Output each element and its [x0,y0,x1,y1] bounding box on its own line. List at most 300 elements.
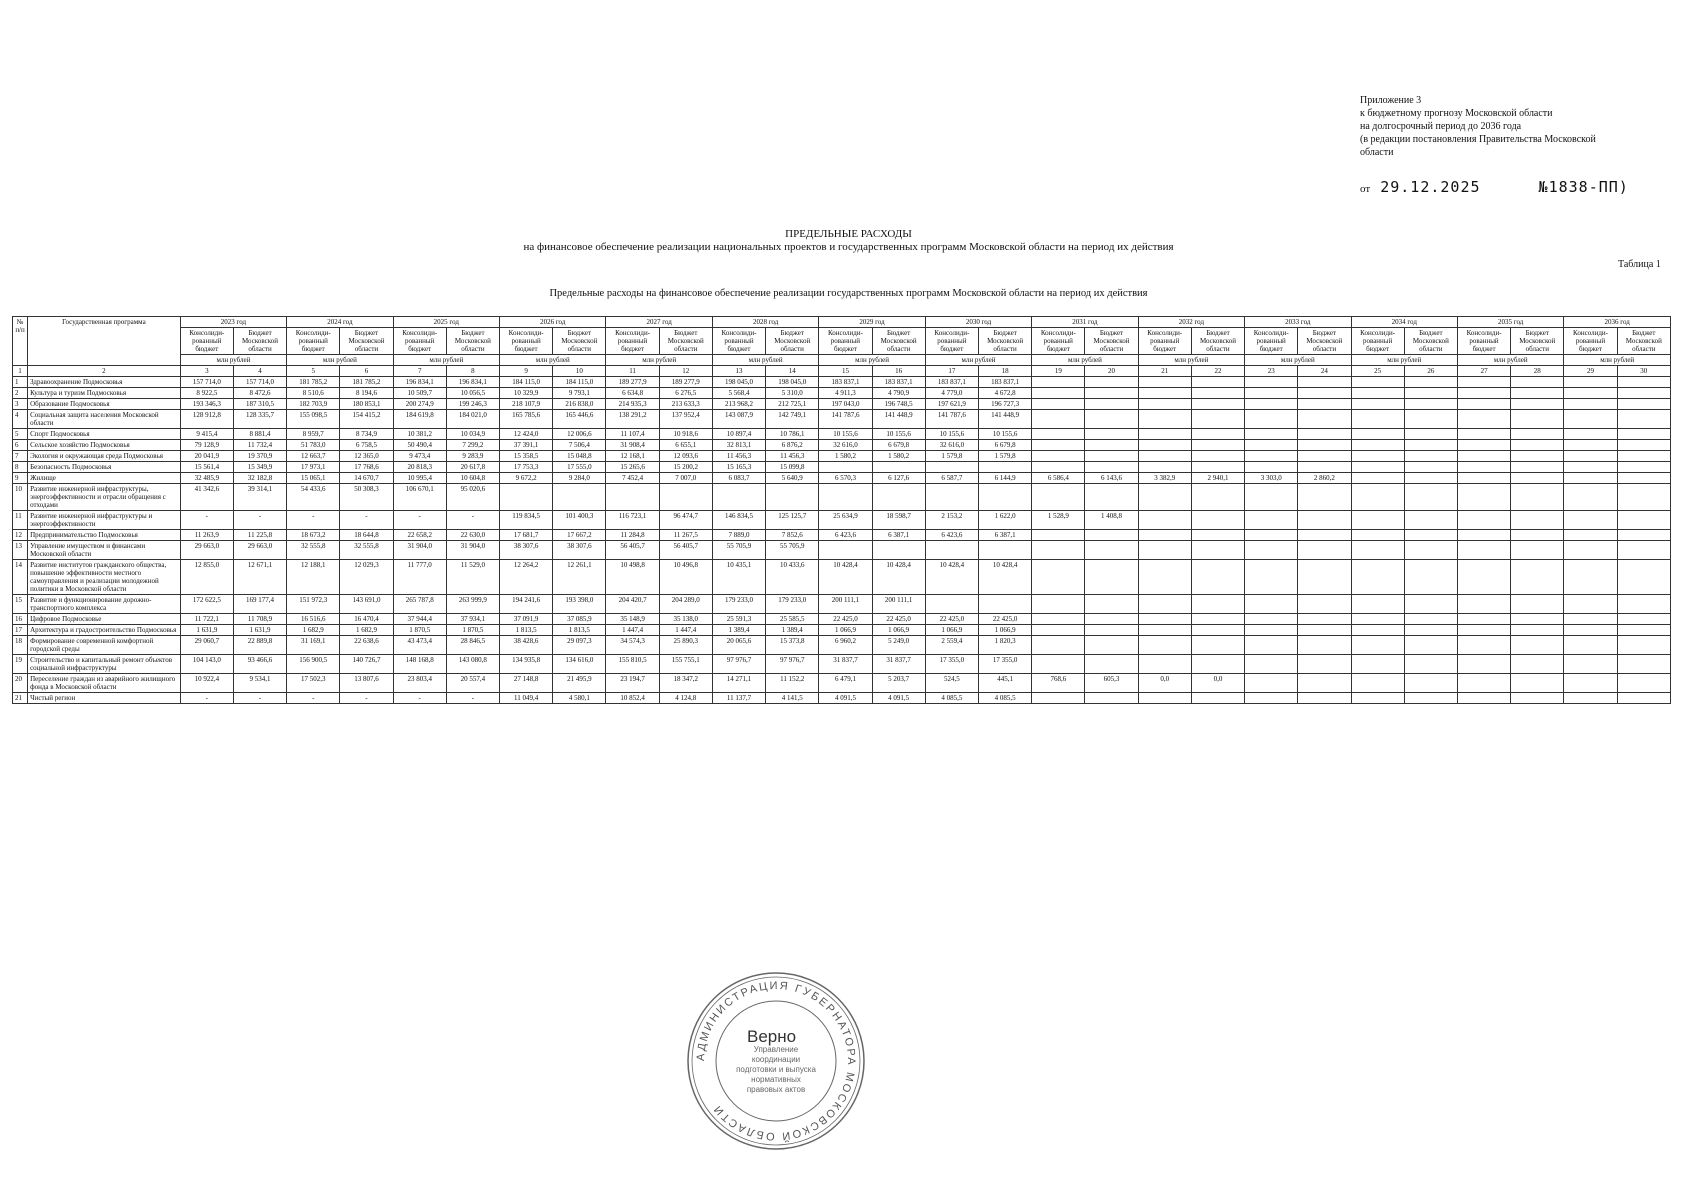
value-cell: 56 405,7 [659,541,712,560]
value-cell: 17 753,3 [500,462,553,473]
header-consolidated: Консолиди-рованный бюджет [1351,328,1404,355]
value-cell: 38 428,6 [500,636,553,655]
value-cell: - [446,693,499,704]
table-row [13,636,1671,655]
value-cell: 32 813,1 [712,440,765,451]
value-cell [1564,636,1617,655]
value-cell: 8 510,6 [287,388,340,399]
header-consolidated: Консолиди-рованный бюджет [180,328,233,355]
value-cell [1457,451,1510,462]
row-number: 18 [13,636,28,655]
value-cell: 1 066,9 [819,625,872,636]
column-number: 3 [180,366,233,377]
value-cell [1511,693,1564,704]
value-cell: 1 579,8 [925,451,978,462]
value-cell: 1 066,9 [872,625,925,636]
decree-date-number [1360,178,1629,196]
value-cell: 8 922,5 [180,388,233,399]
header-num: № п/п [13,317,28,366]
value-cell: 768,6 [1032,674,1085,693]
value-cell: 31 837,7 [819,655,872,674]
value-cell: 182 703,9 [287,399,340,410]
value-cell: 196 834,1 [446,377,499,388]
program-name: Экология и окружающая среда Подмосковья [28,451,181,462]
row-number: 12 [13,530,28,541]
header-year: 2031 год [1032,317,1138,328]
value-cell: 15 373,8 [766,636,819,655]
value-cell: 10 428,4 [925,560,978,595]
value-cell: 32 616,0 [925,440,978,451]
header-year: 2025 год [393,317,499,328]
value-cell [1617,625,1670,636]
value-cell: 197 621,9 [925,399,978,410]
header-regional: Бюджет Московской области [978,328,1031,355]
column-number: 26 [1404,366,1457,377]
value-cell [1138,511,1191,530]
value-cell [1564,451,1617,462]
value-cell [1511,388,1564,399]
value-cell [1457,614,1510,625]
value-cell [1032,429,1085,440]
value-cell [1564,530,1617,541]
table-row [13,655,1671,674]
column-number: 14 [766,366,819,377]
value-cell [1085,377,1138,388]
value-cell: 10 897,4 [712,429,765,440]
value-cell [1298,595,1351,614]
value-cell: 17 355,0 [925,655,978,674]
program-name: Жилище [28,473,181,484]
value-cell: 9 672,2 [500,473,553,484]
value-cell [1564,388,1617,399]
value-cell [1457,410,1510,429]
value-cell: 196 834,1 [393,377,446,388]
value-cell: 204 289,0 [659,595,712,614]
value-cell [1404,560,1457,595]
value-cell [1032,377,1085,388]
table-row [13,625,1671,636]
value-cell: 1 813,5 [500,625,553,636]
value-cell [1457,473,1510,484]
value-cell: 11 732,4 [233,440,286,451]
value-cell: 17 681,7 [500,530,553,541]
column-number: 7 [393,366,446,377]
value-cell: 6 570,3 [819,473,872,484]
value-cell [1191,429,1244,440]
value-cell [1191,530,1244,541]
value-cell: 5 203,7 [872,674,925,693]
header-year: 2026 год [500,317,606,328]
value-cell [1511,674,1564,693]
value-cell: 198 045,0 [712,377,765,388]
value-cell: 157 714,0 [180,377,233,388]
value-cell: 22 425,0 [819,614,872,625]
seal-line: Управление [753,1045,799,1054]
appendix-line: к бюджетному прогнозу Московской области [1360,108,1553,119]
header-unit: млн рублей [606,355,712,366]
value-cell [1245,674,1298,693]
value-cell: 141 448,9 [978,410,1031,429]
value-cell: 197 043,0 [819,399,872,410]
header-year: 2034 год [1351,317,1457,328]
value-cell: 8 881,4 [233,429,286,440]
value-cell [1404,484,1457,511]
value-cell [1404,614,1457,625]
value-cell: 10 435,1 [712,560,765,595]
value-cell: 6 634,8 [606,388,659,399]
value-cell [1457,674,1510,693]
value-cell: 189 277,9 [606,377,659,388]
value-cell: 37 934,1 [446,614,499,625]
value-cell [1245,693,1298,704]
column-number: 29 [1564,366,1617,377]
value-cell [1245,429,1298,440]
value-cell: 5 310,0 [766,388,819,399]
value-cell: 1 820,3 [978,636,1031,655]
value-cell [1138,484,1191,511]
value-cell: 12 671,1 [233,560,286,595]
value-cell [1032,614,1085,625]
value-cell [1617,655,1670,674]
value-cell [1085,429,1138,440]
header-unit: млн рублей [819,355,925,366]
value-cell [1245,377,1298,388]
value-cell: 265 787,8 [393,595,446,614]
value-cell: 15 349,9 [233,462,286,473]
value-cell: 15 065,1 [287,473,340,484]
value-cell: 4 091,5 [872,693,925,704]
value-cell [1511,462,1564,473]
value-cell [1191,451,1244,462]
value-cell: 25 591,3 [712,614,765,625]
value-cell: 41 342,6 [180,484,233,511]
value-cell [1351,451,1404,462]
value-cell: 179 233,0 [712,595,765,614]
value-cell [1138,451,1191,462]
value-cell [1617,560,1670,595]
header-unit: млн рублей [1138,355,1244,366]
header-unit: млн рублей [180,355,286,366]
expenses-table [12,316,1671,704]
value-cell: 6 144,9 [978,473,1031,484]
value-cell: 11 263,9 [180,530,233,541]
program-name: Сельское хозяйство Подмосковья [28,440,181,451]
value-cell [1404,399,1457,410]
value-cell: 1 682,9 [340,625,393,636]
row-number: 5 [13,429,28,440]
value-cell: 20 065,6 [712,636,765,655]
value-cell [1298,560,1351,595]
value-cell [1085,399,1138,410]
value-cell: 12 264,2 [500,560,553,595]
seal-line: нормативных [751,1075,801,1084]
value-cell: 143 080,8 [446,655,499,674]
value-cell [1032,388,1085,399]
value-cell [1511,625,1564,636]
value-cell [1457,530,1510,541]
header-consolidated: Консолиди-рованный бюджет [1138,328,1191,355]
value-cell: 184 021,0 [446,410,499,429]
value-cell [1191,484,1244,511]
header-regional: Бюджет Московской области [872,328,925,355]
value-cell [1457,388,1510,399]
value-cell [1564,560,1617,595]
header-consolidated: Консолиди-рованный бюджет [393,328,446,355]
value-cell: 1 408,8 [1085,511,1138,530]
value-cell [1085,484,1138,511]
value-cell: - [393,693,446,704]
value-cell: 21 495,9 [553,674,606,693]
value-cell [1617,462,1670,473]
column-number: 1 [13,366,28,377]
value-cell: 181 785,2 [287,377,340,388]
header-year: 2033 год [1245,317,1351,328]
row-number: 2 [13,388,28,399]
header-unit: млн рублей [500,355,606,366]
value-cell [1511,377,1564,388]
value-cell [1511,429,1564,440]
column-number: 5 [287,366,340,377]
row-number: 11 [13,511,28,530]
value-cell: 155 755,1 [659,655,712,674]
value-cell: 11 137,7 [712,693,765,704]
value-cell: 7 452,4 [606,473,659,484]
value-cell: 18 598,7 [872,511,925,530]
column-number: 13 [712,366,765,377]
value-cell: 184 619,8 [393,410,446,429]
value-cell: 6 655,1 [659,440,712,451]
program-name: Здравоохранение Подмосковья [28,377,181,388]
value-cell [1085,595,1138,614]
value-cell [1457,511,1510,530]
value-cell: 11 267,5 [659,530,712,541]
program-name: Спорт Подмосковья [28,429,181,440]
value-cell [1404,410,1457,429]
header-year: 2030 год [925,317,1031,328]
value-cell: 4 141,5 [766,693,819,704]
value-cell [1457,541,1510,560]
table-body [13,377,1671,704]
value-cell [1617,388,1670,399]
value-cell [1298,399,1351,410]
value-cell: 1 389,4 [766,625,819,636]
row-number: 19 [13,655,28,674]
value-cell: 165 446,6 [553,410,606,429]
value-cell: 4 124,8 [659,693,712,704]
decree-number: №1838-ПП) [1538,178,1629,196]
value-cell: 31 837,7 [872,655,925,674]
value-cell: 12 365,0 [340,451,393,462]
value-cell: 38 307,6 [500,541,553,560]
value-cell: 154 415,2 [340,410,393,429]
value-cell: 1 682,9 [287,625,340,636]
program-name: Управление имуществом и финансами Московской области [28,541,181,560]
value-cell [1511,451,1564,462]
header-regional: Бюджет Московской области [1191,328,1244,355]
value-cell [925,541,978,560]
value-cell [978,484,1031,511]
table-row [13,451,1671,462]
value-cell: 8 194,6 [340,388,393,399]
value-cell [1351,388,1404,399]
value-cell [1191,410,1244,429]
value-cell: 11 529,0 [446,560,499,595]
value-cell [1511,484,1564,511]
value-cell: 193 398,0 [553,595,606,614]
value-cell [1351,655,1404,674]
column-number: 16 [872,366,925,377]
value-cell: 6 586,4 [1032,473,1085,484]
value-cell: - [340,511,393,530]
value-cell [1404,530,1457,541]
value-cell: 165 785,6 [500,410,553,429]
header-year: 2028 год [712,317,818,328]
value-cell: 31 904,0 [393,541,446,560]
value-cell: 4 911,3 [819,388,872,399]
value-cell: 1 870,5 [446,625,499,636]
title-sub: на финансовое обеспечение реализации национальных проектов и государственных программ Московской области на период их действия [523,241,1174,253]
value-cell: 22 425,0 [872,614,925,625]
table-row [13,674,1671,693]
value-cell: 6 960,2 [819,636,872,655]
value-cell: 2 940,1 [1191,473,1244,484]
value-cell: 1 580,2 [872,451,925,462]
row-number: 20 [13,674,28,693]
value-cell: 23 803,4 [393,674,446,693]
header-row-years [13,317,1671,328]
value-cell [978,541,1031,560]
table-head [13,317,1671,377]
value-cell [1191,636,1244,655]
seal-ring-text: АДМИНИСТРАЦИЯ ГУБЕРНАТОРА МОСКОВСКОЙ ОБЛАСТИ [694,979,858,1143]
value-cell [1138,655,1191,674]
value-cell [1245,484,1298,511]
table-row [13,511,1671,530]
value-cell: 155 810,5 [606,655,659,674]
value-cell: 35 148,9 [606,614,659,625]
value-cell [1617,693,1670,704]
value-cell: 445,1 [978,674,1031,693]
value-cell: 141 448,9 [872,410,925,429]
header-consolidated: Консолиди-рованный бюджет [819,328,872,355]
value-cell [1298,462,1351,473]
value-cell [1138,462,1191,473]
table-row [13,693,1671,704]
value-cell: 605,3 [1085,674,1138,693]
program-name: Чистый регион [28,693,181,704]
appendix-line: на долгосрочный период до 2036 года [1360,121,1522,132]
value-cell [1191,399,1244,410]
value-cell: 34 574,3 [606,636,659,655]
value-cell: 184 115,0 [553,377,606,388]
value-cell [1351,473,1404,484]
value-cell: 20 818,3 [393,462,446,473]
value-cell [1032,530,1085,541]
value-cell: 134 935,8 [500,655,553,674]
value-cell: 13 807,6 [340,674,393,693]
value-cell: 104 143,0 [180,655,233,674]
value-cell: 37 091,9 [500,614,553,625]
value-cell [1404,429,1457,440]
value-cell: - [340,693,393,704]
value-cell: 28 846,5 [446,636,499,655]
value-cell [1511,399,1564,410]
value-cell [1032,541,1085,560]
value-cell [819,462,872,473]
value-cell [1138,410,1191,429]
value-cell: 213 968,2 [712,399,765,410]
value-cell [1138,399,1191,410]
value-cell: 213 633,3 [659,399,712,410]
value-cell [978,595,1031,614]
value-cell: 6 479,1 [819,674,872,693]
value-cell: 12 663,7 [287,451,340,462]
value-cell: 16 516,6 [287,614,340,625]
row-number: 9 [13,473,28,484]
value-cell: 12 855,0 [180,560,233,595]
value-cell [1032,636,1085,655]
value-cell: 143 087,9 [712,410,765,429]
row-number: 1 [13,377,28,388]
value-cell: 15 200,2 [659,462,712,473]
value-cell [1298,388,1351,399]
value-cell [1564,693,1617,704]
value-cell [1457,693,1510,704]
header-consolidated: Консолиди-рованный бюджет [1564,328,1617,355]
value-cell [1085,636,1138,655]
value-cell [1245,595,1298,614]
column-number: 22 [1191,366,1244,377]
header-consolidated: Консолиди-рованный бюджет [925,328,978,355]
value-cell: 14 670,7 [340,473,393,484]
value-cell [1298,511,1351,530]
program-name: Культура и туризм Подмосковья [28,388,181,399]
value-cell [1404,693,1457,704]
header-row-colnums [13,366,1671,377]
value-cell: 5 249,0 [872,636,925,655]
value-cell [1245,655,1298,674]
value-cell [1298,377,1351,388]
row-number: 10 [13,484,28,511]
value-cell: 196 727,3 [978,399,1031,410]
header-consolidated: Консолиди-рованный бюджет [500,328,553,355]
table-row [13,429,1671,440]
value-cell [819,541,872,560]
value-cell: 9 283,9 [446,451,499,462]
value-cell [1564,674,1617,693]
header-consolidated: Консолиди-рованный бюджет [1032,328,1085,355]
value-cell: 1 813,5 [553,625,606,636]
column-number: 19 [1032,366,1085,377]
value-cell: 54 433,6 [287,484,340,511]
value-cell: 14 271,1 [712,674,765,693]
value-cell: 11 456,3 [766,451,819,462]
value-cell: 8 959,7 [287,429,340,440]
row-number: 14 [13,560,28,595]
value-cell [1085,451,1138,462]
value-cell: 18 673,2 [287,530,340,541]
value-cell: 10 428,4 [872,560,925,595]
value-cell: 1 579,8 [978,451,1031,462]
value-cell: 51 783,0 [287,440,340,451]
value-cell [1298,614,1351,625]
column-number: 23 [1245,366,1298,377]
value-cell: 4 091,5 [819,693,872,704]
value-cell [1351,693,1404,704]
value-cell: 179 233,0 [766,595,819,614]
value-cell [1298,636,1351,655]
value-cell: 169 177,4 [233,595,286,614]
